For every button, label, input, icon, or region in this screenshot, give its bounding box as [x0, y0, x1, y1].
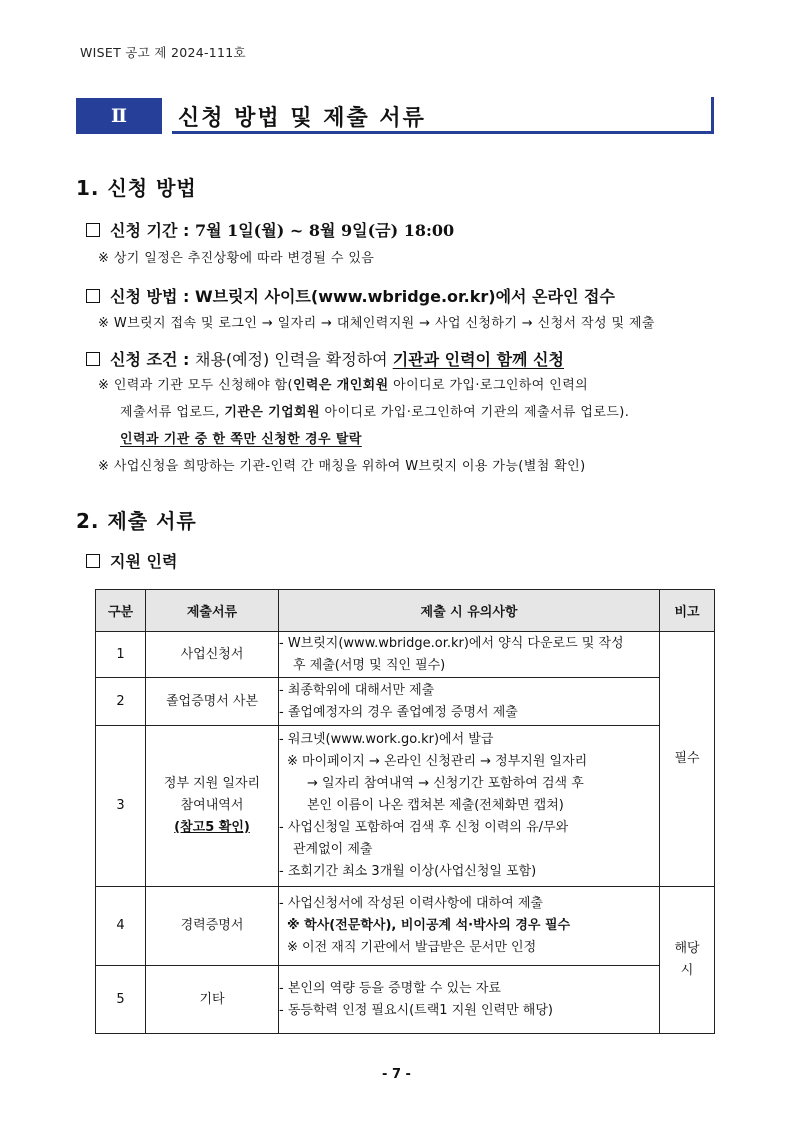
table-row: [96, 726, 715, 887]
apply-period: 신청 기간 : 7월 1일(월) ~ 8월 9일(금) 18:00: [86, 218, 454, 241]
reference-note: (참고5 확인): [174, 820, 250, 835]
condition-note-matching: ※ 사업신청을 희망하는 기관-인력 간 매칭을 위하여 W브릿지 이용 가능(별첨 확인): [98, 459, 586, 474]
note-required: 필수: [660, 632, 715, 887]
row-remarks: - 워크넷(www.work.go.kr)에서 발급 ※ 마이페이지 → 온라인 신청관리 → 정부지원 일자리 → 일자리 참여내역 → 신청기간 포함하여 검색 후 본인 이름이 나온 캡쳐본 제출(전체화면 캡쳐) - 사업신청일 포함하여 검색 후 신청 이력의 유/무와 관계없이 제출 - 조회기간 최소 3개월 이상(사업신청일 포함): [279, 726, 660, 887]
checkbox-square-icon: [86, 223, 100, 237]
documents-heading: 2. 제출 서류: [76, 509, 197, 533]
row-no: 3: [96, 726, 146, 887]
table-header-row: [96, 590, 715, 632]
apply-method-note: ※ W브릿지 접속 및 로그인 → 일자리 → 대체인력지원 → 사업 신청하기 → 신청서 작성 및 제출: [98, 316, 655, 331]
condition-note-warning: 인력과 기관 중 한 쪽만 신청한 경우 탈락: [120, 432, 362, 447]
table-row: [96, 966, 715, 1034]
section-title-underline: [172, 131, 714, 134]
apply-heading: 1. 신청 방법: [76, 176, 197, 200]
row-doc: 경력증명서: [146, 887, 279, 966]
table-row: [96, 632, 715, 678]
documents-table: [95, 589, 715, 1034]
checkbox-square-icon: [86, 352, 100, 366]
condition-note-line1: ※ 인력과 기관 모두 신청해야 함(인력은 개인회원 아이디로 가입·로그인하여 인력의: [98, 378, 589, 393]
col-header-doc: 제출서류: [146, 590, 279, 632]
row-doc: 기타: [146, 966, 279, 1034]
checkbox-square-icon: [86, 289, 100, 303]
row-no: 5: [96, 966, 146, 1034]
col-header-remarks: 제출 시 유의사항: [279, 590, 660, 632]
table-row: [96, 887, 715, 966]
col-header-no: 구분: [96, 590, 146, 632]
notice-number: WISET 공고 제 2024-111호: [80, 45, 246, 60]
documents-subheading: 지원 인력: [86, 549, 177, 572]
table-row: [96, 678, 715, 726]
apply-period-note: ※ 상기 일정은 추진상황에 따라 변경될 수 있음: [98, 251, 375, 266]
col-header-note: 비고: [660, 590, 715, 632]
apply-method: 신청 방법 : W브릿지 사이트(www.wbridge.or.kr)에서 온라인 접수: [86, 284, 615, 307]
section-title-border: [711, 97, 714, 134]
row-remarks: - 최종학위에 대해서만 제출 - 졸업예정자의 경우 졸업예정 증명서 제출: [279, 678, 660, 726]
section-number-badge: Ⅱ: [76, 98, 162, 134]
row-remarks: - 본인의 역량 등을 증명할 수 있는 자료 - 동등학력 인정 필요시(트랙1 지원 인력만 해당): [279, 966, 660, 1034]
row-doc: 정부 지원 일자리 참여내역서 (참고5 확인): [146, 726, 279, 887]
condition-emphasis: 기관과 인력이 함께 신청: [392, 350, 564, 369]
row-no: 4: [96, 887, 146, 966]
condition-note-line2: 제출서류 업로드, 기관은 기업회원 아이디로 가입·로그인하여 기관의 제출서류 업로드).: [120, 405, 630, 420]
checkbox-square-icon: [86, 554, 100, 568]
section-title: 신청 방법 및 제출 서류: [178, 106, 426, 131]
row-no: 1: [96, 632, 146, 678]
note-applicable: 해당 시: [660, 887, 715, 1034]
row-remarks: - 사업신청서에 작성된 이력사항에 대하여 제출 ※ 학사(전문학사), 비이공계 석·박사의 경우 필수 ※ 이전 재직 기관에서 발급받은 문서만 인정: [279, 887, 660, 966]
row-doc: 졸업증명서 사본: [146, 678, 279, 726]
row-doc: 사업신청서: [146, 632, 279, 678]
page-number: - 7 -: [382, 1067, 411, 1082]
row-remarks: - W브릿지(www.wbridge.or.kr)에서 양식 다운로드 및 작성 후 제출(서명 및 직인 필수): [279, 632, 660, 678]
apply-condition: 신청 조건 : 채용(예정) 인력을 확정하여 기관과 인력이 함께 신청: [86, 347, 564, 370]
row-no: 2: [96, 678, 146, 726]
